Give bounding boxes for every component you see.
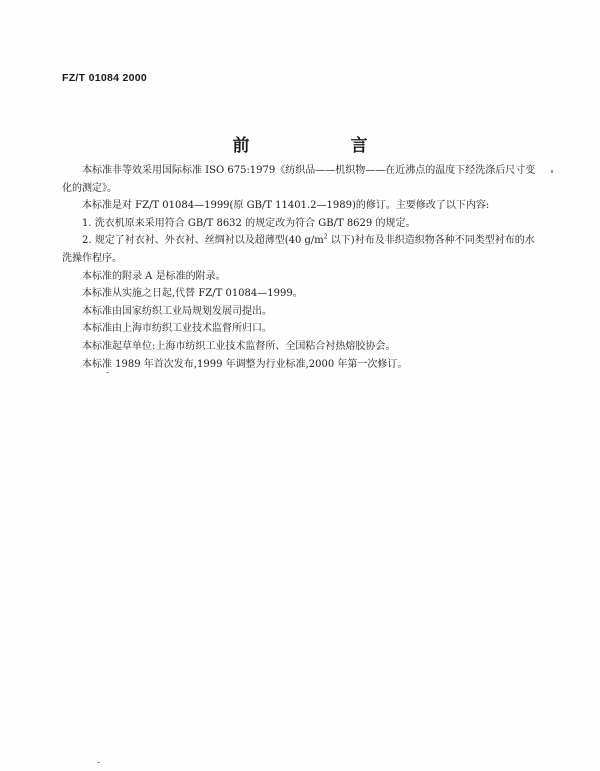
standard-code: FZ/T 01084 2000 [62, 72, 148, 84]
document-body [62, 162, 540, 373]
scan-speck [106, 372, 109, 373]
paragraph-adoption: 本标准非等效采用国际标准 ISO 675:1979《纺织品——机织物——在近沸点的温度下经洗涤后尺寸变化的测定》。 [62, 165, 536, 194]
paragraph-history: 本标准 1989 年首次发布,1999 年调整为行业标准,2000 年第一次修订。 [82, 358, 408, 370]
page-title: 前 言 [232, 136, 410, 156]
paragraph-revision: 本标准是对 FZ/T 01084—1999(原 GB/T 11401.2—1989)的修订。主要修改了以下内容: [82, 200, 490, 212]
scan-speck [97, 762, 100, 763]
paragraph-replaces: 本标准从实施之日起,代替 FZ/T 01084—1999。 [82, 288, 303, 300]
paragraph-change-2-text-end: 以下)衬布及非织造织物各种不同类型衬布的水洗操作程序。 [62, 235, 535, 264]
paragraph-under-jurisdiction: 本标准由上海市纺织工业技术监督所归口。 [82, 323, 272, 335]
superscript: 2 [323, 234, 328, 242]
paragraph-change-2 [62, 232, 540, 267]
scan-speck [551, 170, 553, 173]
paragraph-drafting-units: 本标准起草单位:上海市纺织工业技术监督所、全国粘合衬热熔胶协会。 [82, 340, 396, 352]
paragraph-change-1: 1. 洗衣机原来采用符合 GB/T 8632 的规定改为符合 GB/T 8629 的规定。 [82, 217, 416, 229]
paragraph-change-2-text: 2. 规定了衬衣衬、外衣衬、丝绸衬以及超薄型(40 g/m [82, 235, 324, 247]
paragraph-proposed-by: 本标准由国家纺织工业局规划发展司提出。 [82, 305, 272, 317]
paragraph-annex: 本标准的附录 A 是标准的附录。 [82, 270, 226, 282]
